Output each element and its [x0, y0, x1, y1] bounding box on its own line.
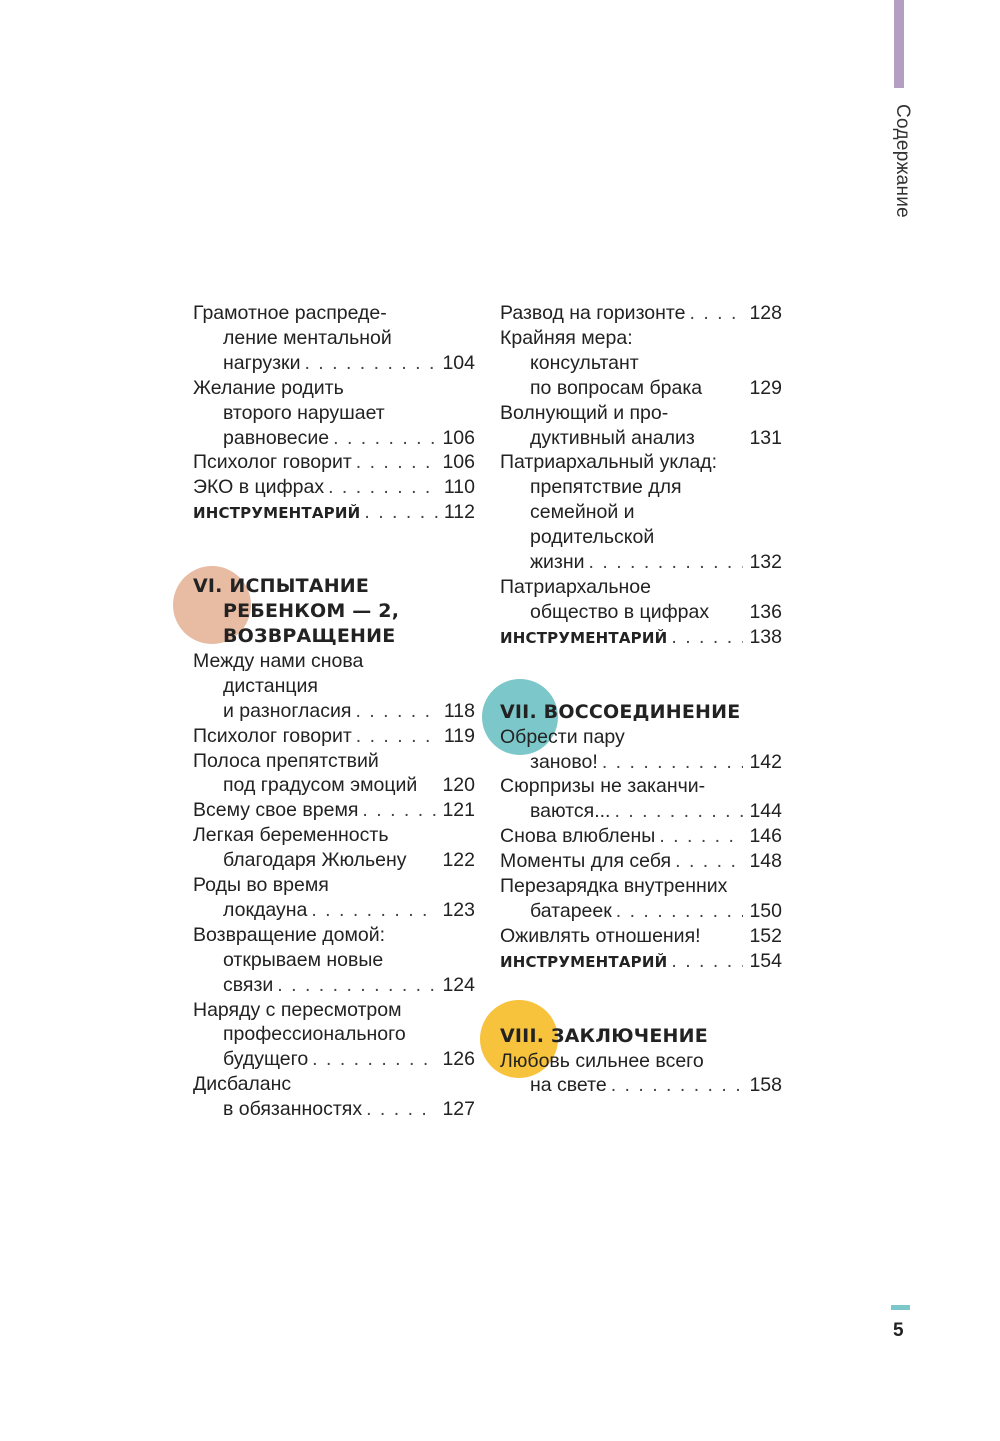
toc-entry[interactable]	[500, 1049, 782, 1099]
toc-entry-text: Дисбаланс	[193, 1073, 292, 1096]
toc-entry-text: благодаря Жюльену	[223, 849, 407, 872]
dot-leader	[616, 899, 744, 924]
dot-leader	[611, 1073, 744, 1098]
dot-leader	[364, 500, 438, 525]
toc-entry[interactable]	[193, 923, 475, 998]
side-color-bar	[894, 0, 904, 88]
toc-entry-text: заново!	[530, 750, 598, 773]
dot-leader	[328, 475, 438, 500]
toc-entry[interactable]	[500, 774, 782, 824]
toc-entry[interactable]	[193, 301, 475, 376]
toc-entry-text: консультант	[530, 351, 639, 374]
toc-entry-text: Между нами снова	[193, 649, 364, 672]
toc-entry[interactable]	[193, 823, 475, 873]
dot-leader	[659, 824, 743, 849]
toc-entry-text: Любовь сильнее всего	[500, 1049, 704, 1072]
toc-entry-text: ЭКО в цифрах	[193, 476, 325, 499]
toc-entry[interactable]	[500, 725, 782, 775]
toc-entry-text: Сюрпризы не заканчи-	[500, 775, 706, 798]
toc-entry-text: Роды во время	[193, 874, 329, 897]
toc-page-number: 104	[442, 351, 475, 374]
section-vi-title[interactable]	[193, 574, 475, 649]
toc-entry-text: связи	[223, 973, 274, 996]
dot-leader	[355, 699, 437, 724]
toc-entry-text: ление ментальной	[223, 326, 392, 349]
toc-entry-text: дистанция	[223, 674, 318, 697]
toc-page-number: 131	[749, 426, 782, 449]
section-title-line: ВОЗВРАЩЕНИЕ	[223, 624, 396, 647]
toc-entry-toolkit[interactable]	[500, 949, 782, 975]
toc-entry-text: Патриархальный уклад:	[500, 451, 718, 474]
toc-entry-text: общество в цифрах	[530, 600, 710, 623]
toc-page-number: 127	[442, 1098, 475, 1121]
toc-page-number: 129	[749, 376, 782, 399]
toc-column-right	[500, 301, 782, 1098]
toc-entry[interactable]	[500, 450, 782, 575]
toc-entry-text: Моменты для себя	[500, 850, 672, 873]
section-title-line: VIII. ЗАКЛЮЧЕНИЕ	[500, 1024, 708, 1047]
toc-entry-text: Развод на горизонте	[500, 302, 686, 324]
toc-page-number: 121	[442, 799, 475, 822]
toc-page-number: 150	[749, 899, 782, 922]
section-viii-title[interactable]	[500, 1024, 782, 1049]
dot-leader	[671, 625, 743, 650]
toc-page-number: 118	[443, 699, 475, 722]
toc-page-number: 122	[442, 849, 475, 872]
toc-entry-text: Легкая беременность	[193, 824, 389, 847]
toc-entry[interactable]	[193, 798, 475, 823]
toc-entry[interactable]	[500, 401, 782, 451]
section-title-line: РЕБЕНКОМ — 2,	[223, 600, 400, 623]
toc-entry-toolkit[interactable]	[500, 625, 782, 651]
toc-entry[interactable]	[193, 475, 475, 500]
toc-page-number: 110	[443, 476, 475, 499]
toc-entry-text: препятствие для	[530, 476, 682, 499]
toolkit-label: ИНСТРУМЕНТАРИЙ	[500, 952, 668, 971]
toc-entry-text: Оживлять отношения!	[500, 924, 701, 947]
dot-leader	[304, 351, 436, 376]
toc-page-number: 106	[442, 451, 475, 474]
toc-entry-text: в обязанностях	[223, 1098, 363, 1121]
toc-entry[interactable]	[500, 326, 782, 401]
toc-page-number: 136	[749, 600, 782, 623]
toc-entry-text: равновесие	[223, 426, 330, 449]
toc-page-number: 106	[442, 426, 475, 449]
dot-leader	[312, 1047, 436, 1072]
toc-entry-text: Всему свое время	[193, 799, 359, 822]
toc-page-number: 142	[749, 750, 782, 773]
toc-entry[interactable]	[500, 874, 782, 924]
toc-entry-text: Возвращение домой:	[193, 923, 386, 946]
toc-entry-text: родительской	[530, 526, 655, 549]
toc-entry[interactable]	[193, 724, 475, 749]
toc-entry-text: Перезарядка внутренних	[500, 875, 728, 898]
toc-page-number: 144	[749, 800, 782, 823]
dot-leader	[311, 898, 436, 923]
toc-entry[interactable]	[193, 749, 475, 799]
toc-entry[interactable]	[193, 873, 475, 923]
toc-entry[interactable]	[193, 450, 475, 475]
toc-entry-text: Желание родить	[193, 376, 344, 399]
section-vi	[193, 574, 475, 1122]
toc-entry-text: нагрузки	[223, 351, 301, 374]
dot-leader	[675, 849, 743, 874]
toc-entry-text: Психолог говорит	[193, 451, 352, 474]
dot-leader	[589, 550, 744, 575]
toc-entry-text: второго нарушает	[223, 401, 385, 424]
toc-page-number: 146	[749, 825, 782, 848]
section-viii	[500, 1024, 782, 1099]
toc-entry-text: открываем новые	[223, 948, 384, 971]
toc-entry-text: ваются...	[530, 800, 611, 823]
toc-entry-text: Наряду с пересмотром	[193, 998, 402, 1021]
toc-page-number: 119	[443, 724, 475, 747]
page-number-accent-line	[891, 1305, 910, 1310]
toc-page-number: 112	[443, 501, 475, 524]
toc-page-number: 128	[749, 302, 782, 324]
toc-page-number: 154	[749, 949, 782, 972]
toc-entry[interactable]	[193, 649, 475, 724]
toc-entry[interactable]	[500, 301, 782, 326]
toc-page-number: 138	[749, 625, 782, 648]
toc-entry[interactable]	[500, 924, 782, 949]
section-vii	[500, 700, 782, 975]
toolkit-label: ИНСТРУМЕНТАРИЙ	[500, 628, 668, 647]
toc-entry-text: на свете	[530, 1074, 607, 1097]
toc-entry[interactable]	[500, 575, 782, 625]
running-head: Содержание	[892, 104, 913, 219]
toc-page-number: 158	[749, 1074, 782, 1097]
toolkit-label: ИНСТРУМЕНТАРИЙ	[193, 504, 361, 523]
page-number: 5	[893, 1320, 904, 1341]
dot-leader	[333, 426, 436, 451]
dot-leader	[366, 1097, 436, 1122]
section-title-line: VII. ВОССОЕДИНЕНИЕ	[500, 700, 741, 723]
toc-entry-text: Грамотное распреде-	[193, 302, 387, 324]
toc-entry-text: будущего	[223, 1048, 309, 1071]
toc-entry-text: по вопросам брака	[530, 376, 703, 399]
dot-leader	[602, 750, 744, 775]
toc-column-left	[193, 301, 475, 1122]
dot-leader	[671, 949, 743, 974]
toc-entry-text: профессионального	[223, 1023, 406, 1046]
dot-leader	[614, 799, 743, 824]
toc-page-number: 124	[442, 973, 475, 996]
toc-entry-text: дуктивный анализ	[530, 426, 695, 449]
toc-entry-text: Снова влюблены	[500, 825, 656, 848]
section-vii-title[interactable]	[500, 700, 782, 725]
toc-entry-text: Волнующий и про-	[500, 401, 669, 424]
toc-entry-text: Крайняя мера:	[500, 326, 633, 349]
dot-leader	[277, 973, 436, 998]
toc-entry-text: жизни	[530, 551, 585, 574]
toc-entry[interactable]	[193, 376, 475, 451]
toc-page-number: 126	[442, 1048, 475, 1071]
dot-leader	[356, 450, 437, 475]
toc-entry-text: под градусом эмоций	[223, 774, 418, 797]
toc-entry-text: локдауна	[223, 898, 308, 921]
toc-entry[interactable]	[500, 849, 782, 874]
toc-page-number: 148	[749, 850, 782, 873]
toc-entry[interactable]	[500, 824, 782, 849]
toc-entry-text: и разногласия	[223, 699, 352, 722]
toc-page-number: 132	[749, 551, 782, 574]
toc-page-number: 120	[442, 774, 475, 797]
toc-entry[interactable]	[193, 1072, 475, 1122]
toc-entry[interactable]	[193, 998, 475, 1073]
toc-entry-toolkit[interactable]	[193, 500, 475, 526]
toc-entry-text: Полоса препятствий	[193, 749, 379, 772]
section-title-line: VI. ИСПЫТАНИЕ	[193, 575, 370, 598]
toc-entry-text: батареек	[530, 899, 612, 922]
toc-entry-text: Патриархальное	[500, 575, 651, 598]
toc-page-number: 123	[442, 898, 475, 921]
toc-entry-text: Обрести пару	[500, 725, 625, 748]
dot-leader	[689, 301, 743, 326]
toc-entry-text: Психолог говорит	[193, 724, 352, 747]
dot-leader	[362, 798, 436, 823]
dot-leader	[356, 724, 438, 749]
toc-page-number: 152	[749, 924, 782, 947]
toc-entry-text: семейной и	[530, 501, 635, 524]
